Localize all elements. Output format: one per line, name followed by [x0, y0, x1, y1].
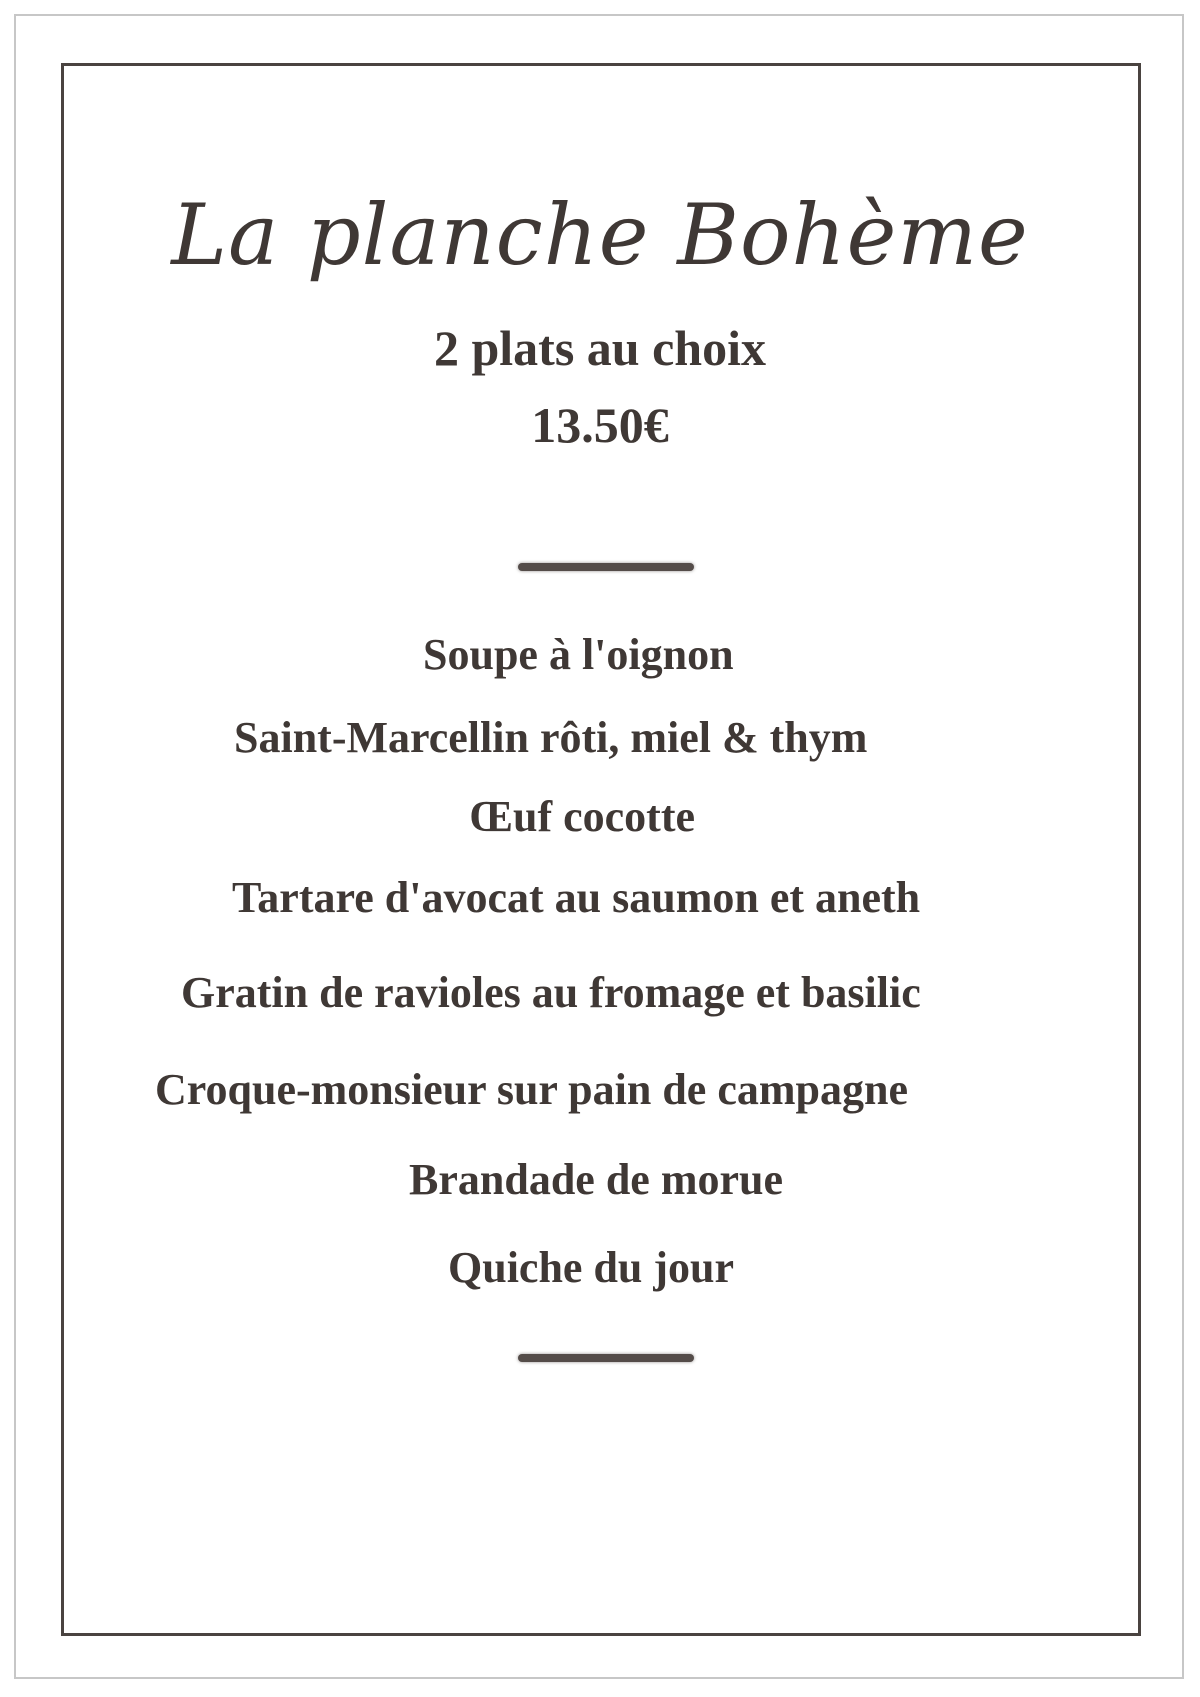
divider-bottom — [518, 1354, 694, 1362]
dish-item: Saint-Marcellin rôti, miel & thym — [234, 713, 868, 762]
dish-item: Quiche du jour — [448, 1243, 735, 1292]
dish-item: Œuf cocotte — [469, 792, 696, 841]
dish-item: Soupe à l'oignon — [423, 630, 734, 679]
menu-title: La planche Bohème — [171, 186, 1029, 284]
divider-top — [518, 563, 694, 571]
menu-price: 13.50€ — [531, 397, 669, 453]
menu-subtitle: 2 plats au choix — [433, 320, 766, 376]
dish-item: Brandade de morue — [409, 1155, 783, 1204]
menu-frame — [61, 63, 1141, 1636]
dish-item: Croque-monsieur sur pain de campagne — [155, 1065, 908, 1114]
dish-item: Gratin de ravioles au fromage et basilic — [181, 968, 921, 1017]
dish-item: Tartare d'avocat au saumon et aneth — [232, 873, 921, 922]
